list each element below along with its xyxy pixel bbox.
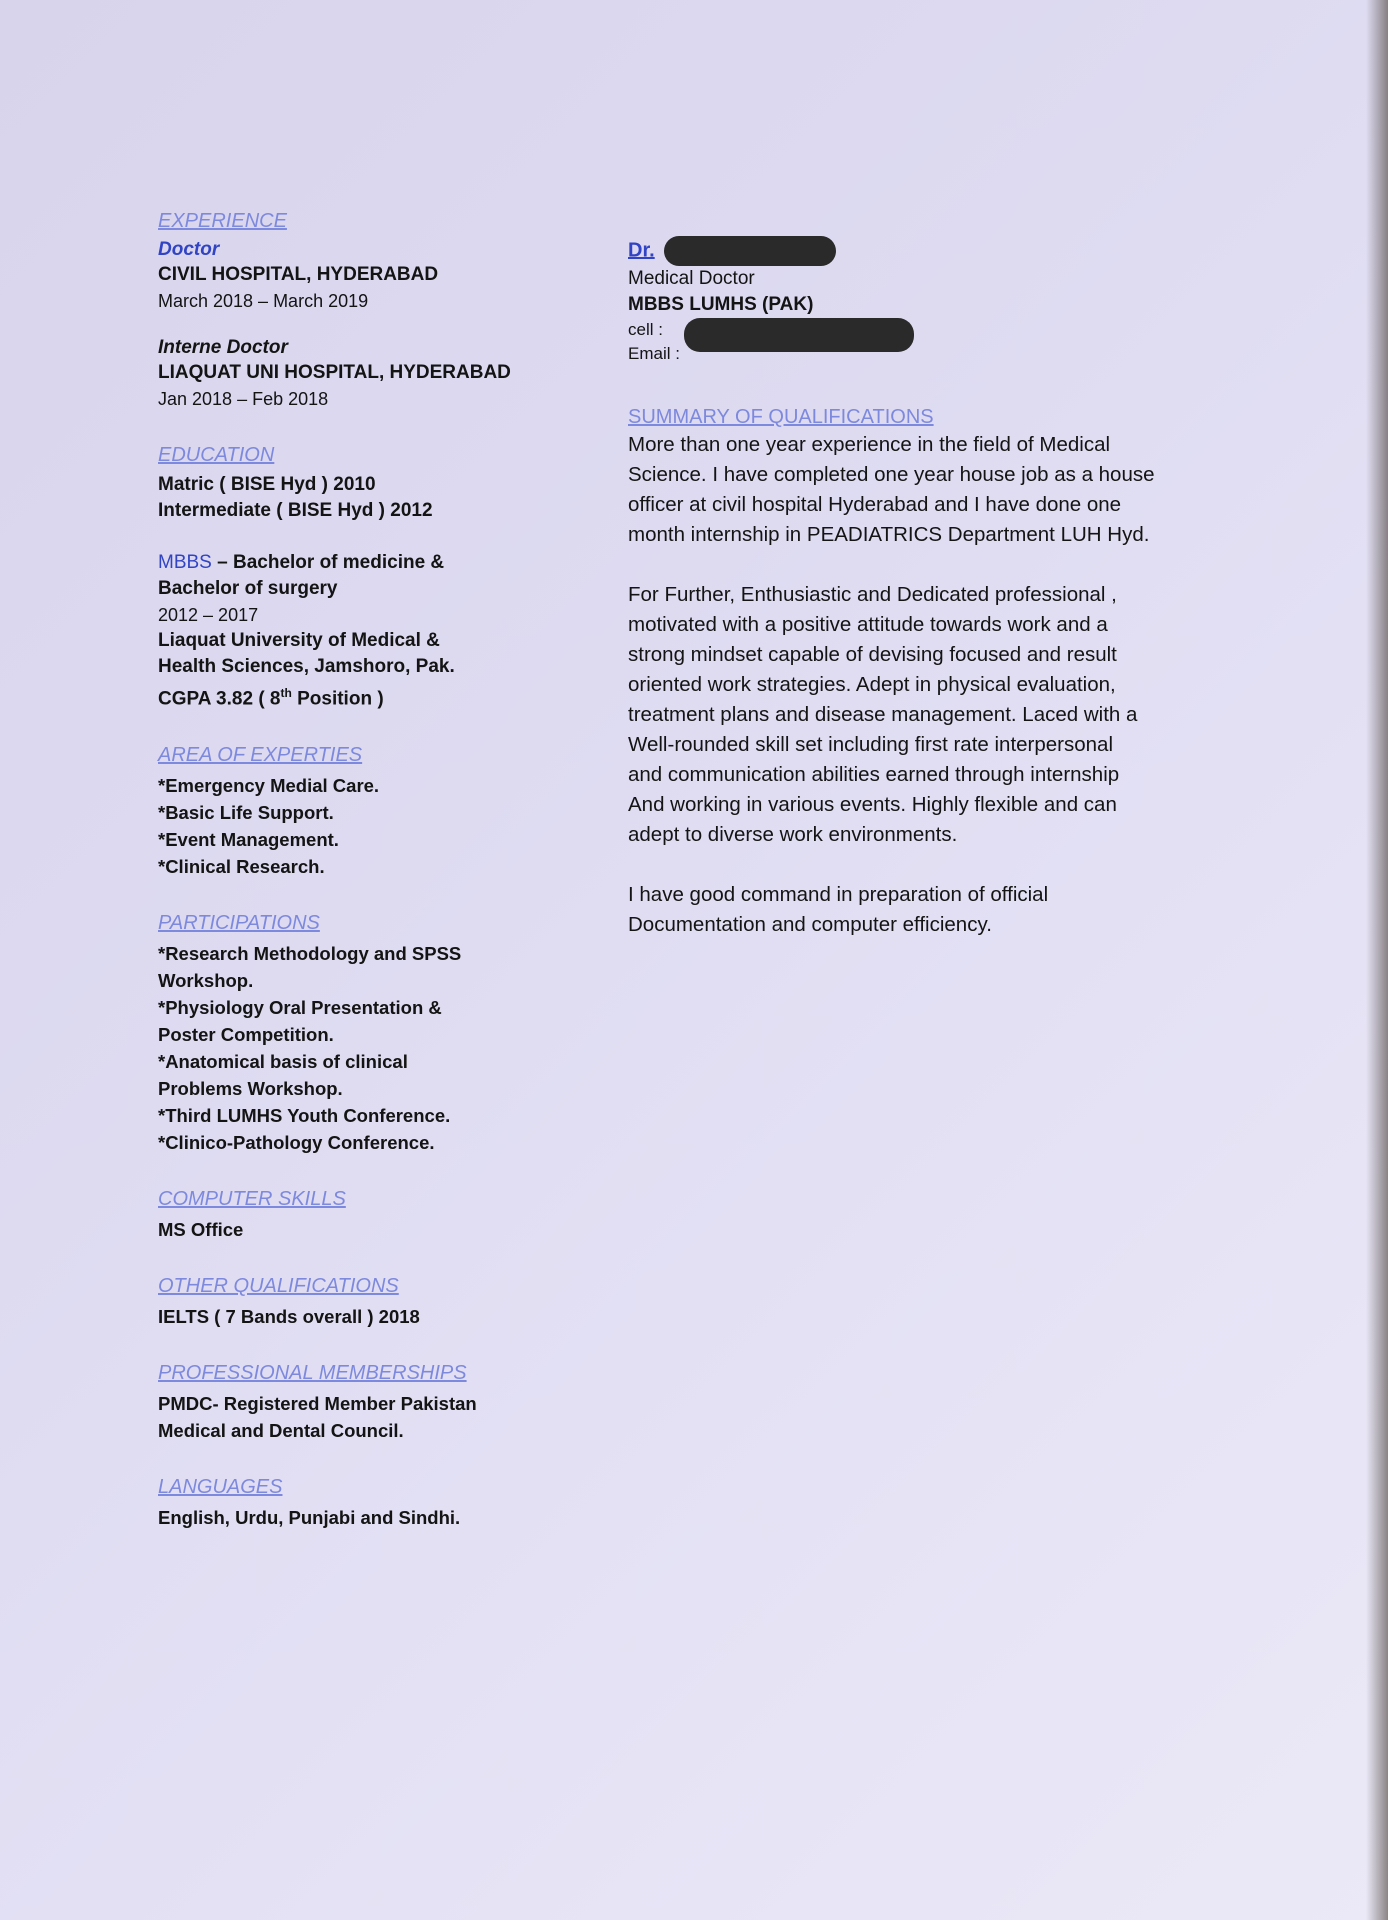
text-line: and communication abilities earned through internship [628,763,1120,786]
memberships-section [158,1360,598,1444]
text-line: And working in various events. Highly flexible and can [628,793,1117,816]
job-place: LIAQUAT UNI HOSPITAL, HYDERABAD [158,362,511,383]
text-line: Science. I have completed one year house job as a house [628,463,1155,486]
list-item: *Clinical Research. [158,856,325,878]
computer-skills-value: MS Office [158,1219,244,1241]
list-item: *Event Management. [158,829,339,851]
experience-heading: EXPERIENCE [158,210,287,232]
doctor-name [628,236,1208,266]
mbbs-line [158,550,598,576]
cell-label: cell : [628,320,663,339]
job-role: Doctor [158,239,220,260]
job-dates: March 2018 – March 2019 [158,291,369,311]
job-role: Interne Doctor [158,337,288,358]
doctor-title: Medical Doctor [628,268,755,289]
education-matric: Matric ( BISE Hyd ) 2010 [158,474,376,495]
cgpa-line [158,680,598,712]
doctor-degree: MBBS LUMHS (PAK) [628,294,814,315]
expertise-heading: AREA OF EXPERTIES [158,744,363,767]
list-item: Poster Competition. [158,1024,334,1046]
cgpa-position: Position ) [291,688,384,710]
expertise-section [158,742,598,880]
text-line: Well-rounded skill set including first rate interpersonal [628,733,1114,756]
text-line: officer at civil hospital Hyderabad and I have done one [628,493,1122,516]
summary-paragraph-2 [628,580,1208,850]
text-line: month internship in PEADIATRICS Department LUH Hyd. [628,523,1150,546]
summary-paragraph-1 [628,430,1208,550]
education-section [158,442,598,712]
name-prefix: Dr. [628,239,655,262]
mbbs-description: – Bachelor of medicine & [211,552,445,573]
text-line: I have good command in preparation of official [628,883,1049,906]
languages-section [158,1474,598,1531]
computer-skills-section [158,1186,598,1243]
list-item: *Physiology Oral Presentation & [158,997,442,1019]
participations-heading: PARTICIPATIONS [158,912,320,935]
computer-skills-heading: COMPUTER SKILLS [158,1188,346,1211]
experience-section [158,208,598,412]
redacted-contact [684,318,914,352]
job-place: CIVIL HOSPITAL, HYDERABAD [158,264,439,285]
page-edge-shadow [1366,0,1388,1920]
membership-line-2: Medical and Dental Council. [158,1420,404,1442]
mbbs-years: 2012 – 2017 [158,605,259,625]
right-column [628,236,1208,970]
other-qualifications-section [158,1273,598,1330]
education-heading: EDUCATION [158,444,275,466]
text-line: adept to diverse work environments. [628,823,958,846]
other-qualifications-value: IELTS ( 7 Bands overall ) 2018 [158,1306,420,1328]
text-line: oriented work strategies. Adept in physical evaluation, [628,673,1116,696]
languages-value: English, Urdu, Punjabi and Sindhi. [158,1507,461,1529]
list-item: *Research Methodology and SPSS [158,943,462,965]
cgpa-value: CGPA 3.82 ( 8 [158,688,281,710]
other-qualifications-heading: OTHER QUALIFICATIONS [158,1275,399,1298]
mbbs-description-2: Bachelor of surgery [158,578,338,599]
list-item: *Basic Life Support. [158,802,334,824]
left-column [158,208,598,1561]
text-line: strong mindset capable of devising focused and result [628,643,1117,666]
list-item: *Clinico-Pathology Conference. [158,1132,435,1154]
email-label: Email : [628,344,680,363]
summary-heading: SUMMARY OF QUALIFICATIONS [628,406,934,428]
list-item: *Third LUMHS Youth Conference. [158,1105,451,1127]
membership-line-1: PMDC- Registered Member Pakistan [158,1393,477,1415]
text-line: Documentation and computer efficiency. [628,913,992,936]
university-line-2: Health Sciences, Jamshoro, Pak. [158,656,455,677]
job-dates: Jan 2018 – Feb 2018 [158,389,329,409]
university-line-1: Liaquat University of Medical & [158,630,440,651]
list-item: *Anatomical basis of clinical [158,1051,408,1073]
text-line: treatment plans and disease management. Laced with a [628,703,1138,726]
list-item: Problems Workshop. [158,1078,343,1100]
text-line: motivated with a positive attitude towards work and a [628,613,1108,636]
participations-section [158,910,598,1156]
languages-heading: LANGUAGES [158,1476,283,1499]
education-intermediate: Intermediate ( BISE Hyd ) 2012 [158,500,433,521]
summary-paragraph-3 [628,880,1208,940]
redacted-name [664,236,836,266]
memberships-heading: PROFESSIONAL MEMBERSHIPS [158,1362,467,1385]
text-line: More than one year experience in the field of Medical [628,433,1111,456]
cell-line [628,318,1208,342]
text-line: For Further, Enthusiastic and Dedicated professional , [628,583,1117,606]
list-item: *Emergency Medial Care. [158,775,380,797]
list-item: Workshop. [158,970,254,992]
cgpa-superscript: th [280,686,292,700]
mbbs-label: MBBS [158,552,212,573]
